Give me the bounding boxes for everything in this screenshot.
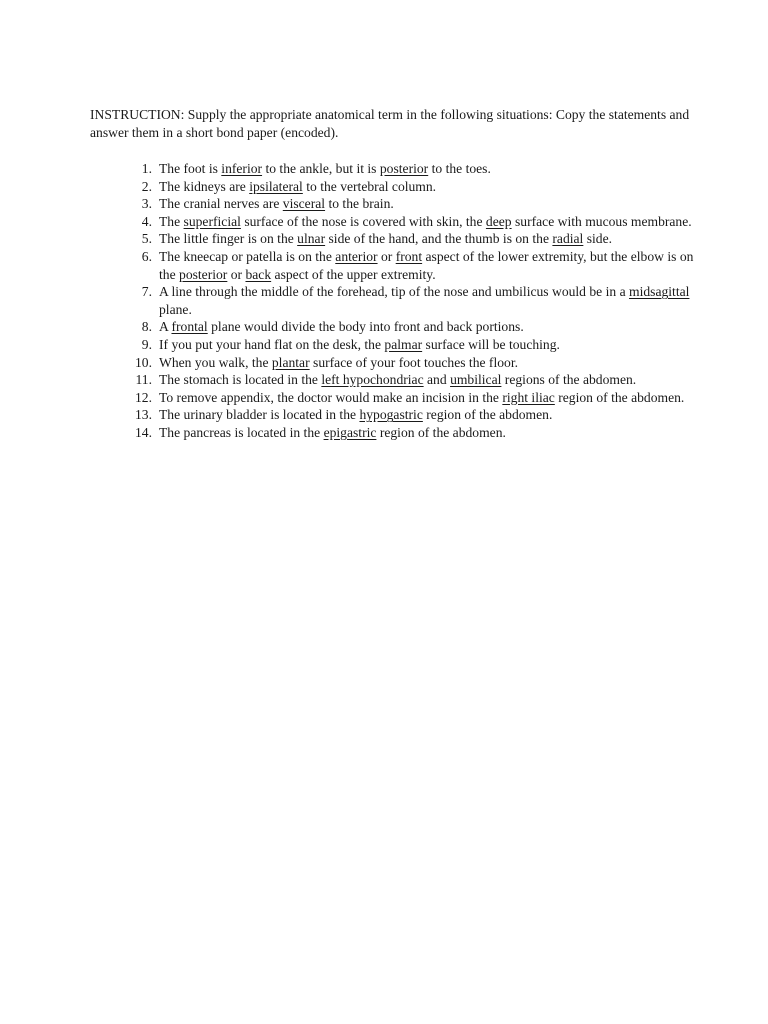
answer-term: posterior	[179, 266, 228, 282]
question-number: 11.	[135, 372, 152, 388]
question-number: 2.	[141, 178, 152, 194]
answer-term: left hypochondriac	[321, 372, 424, 388]
question-item	[0, 213, 700, 231]
question-text: surface of the nose is covered with skin, the	[240, 213, 486, 229]
question-text: The cranial nerves are	[159, 196, 283, 212]
question-text: A	[159, 319, 172, 335]
question-text: The little finger is on the	[159, 231, 298, 247]
answer-term: hypogastric	[359, 407, 423, 423]
question-text: aspect of the upper extremity.	[271, 266, 436, 282]
answer-term: front	[395, 248, 423, 264]
answer-term: right iliac	[502, 389, 555, 405]
question-number: 14.	[135, 424, 152, 440]
question-number: 5.	[141, 231, 152, 247]
answer-term: plantar	[271, 354, 310, 370]
question-text: regions of the abdomen.	[501, 372, 637, 388]
question-text: If you put your hand flat on the desk, the	[159, 336, 385, 352]
answer-term: inferior	[221, 161, 263, 176]
question-item	[0, 336, 700, 354]
question-text: The kidneys are	[159, 178, 250, 194]
question-list	[0, 160, 700, 442]
question-text: region of the abdomen.	[422, 407, 553, 423]
question-text: or	[377, 248, 396, 264]
question-text: aspect of the lower extremity, but the elbow is on the	[159, 248, 694, 282]
question-item	[0, 160, 700, 178]
answer-term: epigastric	[323, 424, 377, 440]
answer-term: visceral	[282, 196, 326, 212]
question-text: and	[423, 372, 451, 388]
question-text: side.	[583, 231, 613, 247]
question-text: The foot is	[159, 161, 222, 176]
answer-term: back	[245, 266, 272, 282]
question-number: 3.	[141, 196, 152, 212]
question-text: The kneecap or patella is on the	[159, 248, 336, 264]
question-text: region of the abdomen.	[554, 389, 685, 405]
question-text: surface will be touching.	[422, 336, 560, 352]
question-text: The pancreas is located in the	[159, 424, 324, 440]
question-text: to the toes.	[428, 161, 491, 176]
answer-term: superficial	[183, 213, 241, 229]
answer-term: ulnar	[297, 231, 326, 247]
answer-term: frontal	[171, 319, 208, 335]
question-text: to the brain.	[325, 196, 394, 212]
question-item	[0, 178, 700, 196]
question-item	[0, 389, 700, 407]
answer-term: ipsilateral	[249, 178, 303, 194]
answer-term: palmar	[384, 336, 423, 352]
question-text: To remove appendix, the doctor would make an incision in the	[159, 389, 503, 405]
question-item	[0, 283, 700, 318]
question-number: 9.	[141, 336, 152, 352]
question-text: A line through the middle of the forehead, tip of the nose and umbilicus would be in a	[159, 284, 630, 300]
answer-term: deep	[485, 213, 512, 229]
question-number: 10.	[135, 354, 152, 370]
question-text: region of the abdomen.	[376, 424, 506, 440]
question-text: to the ankle, but it is	[262, 161, 380, 176]
question-number: 13.	[135, 407, 152, 423]
question-text: The	[159, 213, 184, 229]
question-text: plane would divide the body into front and back portions.	[207, 319, 524, 335]
question-text: surface with mucous membrane.	[511, 213, 692, 229]
question-number: 4.	[141, 213, 152, 229]
question-item	[0, 248, 700, 283]
question-item	[0, 354, 700, 372]
question-item	[0, 424, 700, 442]
instruction-text: INSTRUCTION: Supply the appropriate anatomical term in the following situations: Copy the statements and answer them in a short bond paper (encoded).	[90, 107, 690, 140]
answer-term: anterior	[335, 248, 378, 264]
question-number: 12.	[135, 389, 152, 405]
question-text: The stomach is located in the	[159, 372, 322, 388]
question-text: The urinary bladder is located in the	[159, 407, 360, 423]
question-text: plane.	[159, 301, 192, 317]
question-text: surface of your foot touches the floor.	[309, 354, 518, 370]
question-number: 1.	[141, 161, 152, 176]
question-text: side of the hand, and the thumb is on the	[325, 231, 553, 247]
answer-term: midsagittal	[629, 284, 690, 300]
question-item	[0, 230, 700, 248]
question-number: 8.	[141, 319, 152, 335]
question-item	[0, 195, 700, 213]
answer-term: umbilical	[450, 372, 502, 388]
question-item	[0, 318, 700, 336]
question-item	[0, 371, 700, 389]
question-number: 6.	[141, 248, 152, 264]
answer-term: posterior	[379, 161, 429, 176]
answer-term: radial	[552, 231, 584, 247]
question-text: or	[227, 266, 246, 282]
question-text: to the vertebral column.	[302, 178, 437, 194]
question-item	[0, 406, 700, 424]
question-text: When you walk, the	[159, 354, 272, 370]
question-number: 7.	[141, 284, 152, 300]
